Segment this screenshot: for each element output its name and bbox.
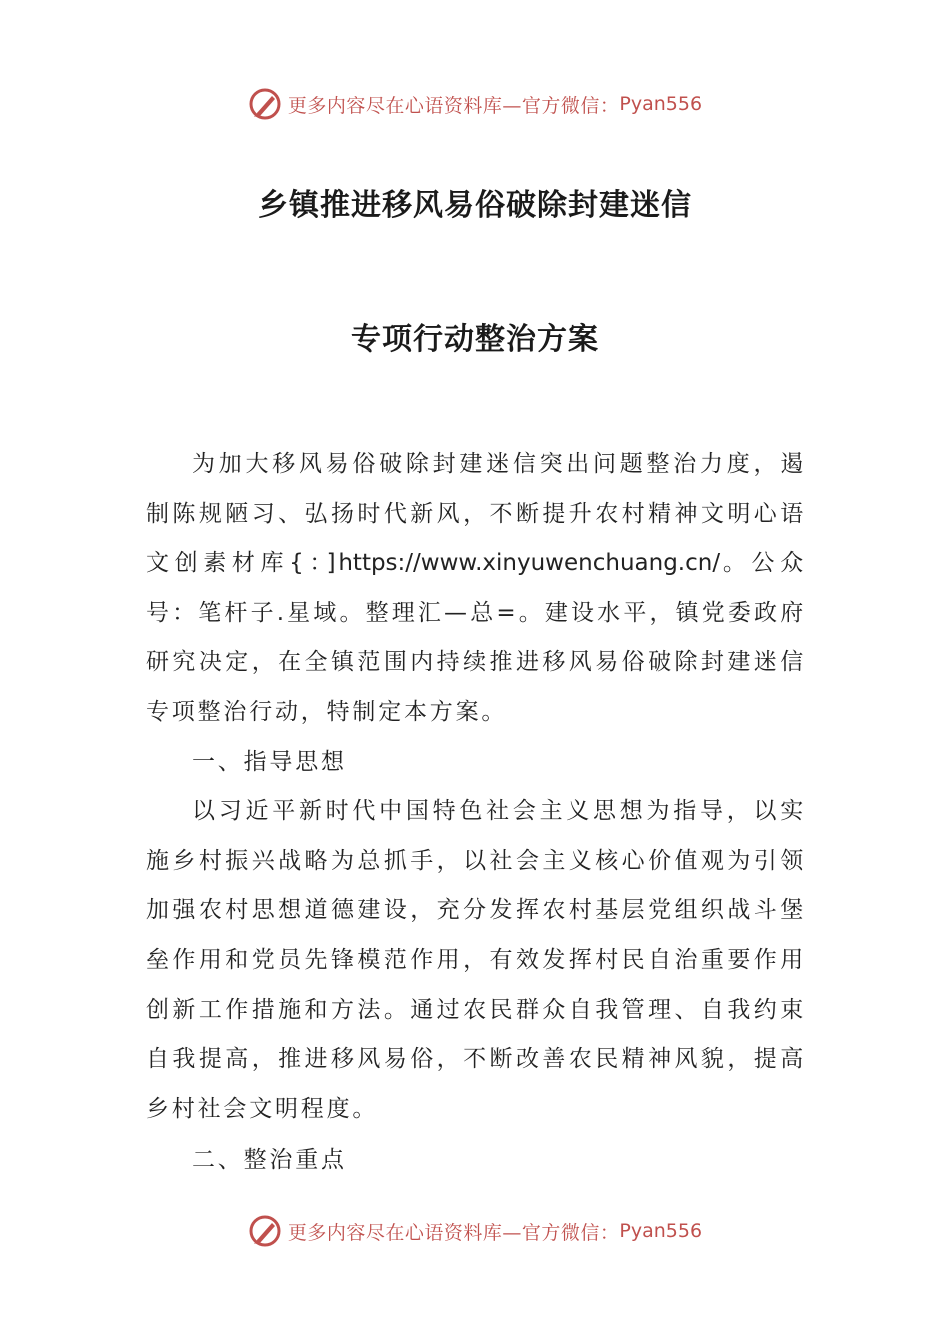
pen-circle-logo-icon <box>248 1214 282 1248</box>
footer-banner <box>0 1211 950 1251</box>
section2-heading: 二、整治重点 <box>192 1147 347 1174</box>
intro-text-b: 。公众号：笔杆子.星域。整理汇—总=。建设水平，镇党委政府研究决定，在全镇范围内持续推进移风易俗破除封建迷信专项整治行动，特制定本方案。 <box>146 550 806 725</box>
banner-wechat-id: Pyan556 <box>619 93 703 115</box>
section1-heading: 一、指导思想 <box>192 748 347 775</box>
doc-title-line2: 专项行动整治方案 <box>351 322 599 357</box>
section1-paragraph: 以习近平新时代中国特色社会主义思想为指导，以实施乡村振兴战略为总抓手，以社会主义核心价值观为引领加强农村思想道德建设，充分发挥农村基层党组织战斗堡垒作用和党员先锋模范作用，有效发挥村民自治重要作用创新工作措施和方法。通过农民群众自我管理、自我约束自我提高，推进移风易俗，不断改善农民精神风貌，提高乡村社会文明程度。 <box>146 798 806 1122</box>
footer-banner-wechat-id: Pyan556 <box>619 1220 703 1242</box>
pen-circle-logo-icon <box>248 87 282 121</box>
intro-text-a: 为加大移风易俗破除封建迷信突出问题整治力度，遏制陈规陋习、弘扬时代新风，不断提升农村精神文明心语文创素材库{：] <box>146 451 806 577</box>
doc-title-line1: 乡镇推进移风易俗破除封建迷信 <box>258 188 692 223</box>
banner-text: 更多内容尽在心语资料库—官方微信： <box>287 94 620 117</box>
header-banner <box>0 84 950 124</box>
intro-paragraph <box>146 440 806 738</box>
footer-banner-text: 更多内容尽在心语资料库—官方微信： <box>287 1221 620 1244</box>
doc-body <box>146 440 806 1186</box>
intro-url: https://www.xinyuwenchuang.cn/ <box>338 550 721 577</box>
